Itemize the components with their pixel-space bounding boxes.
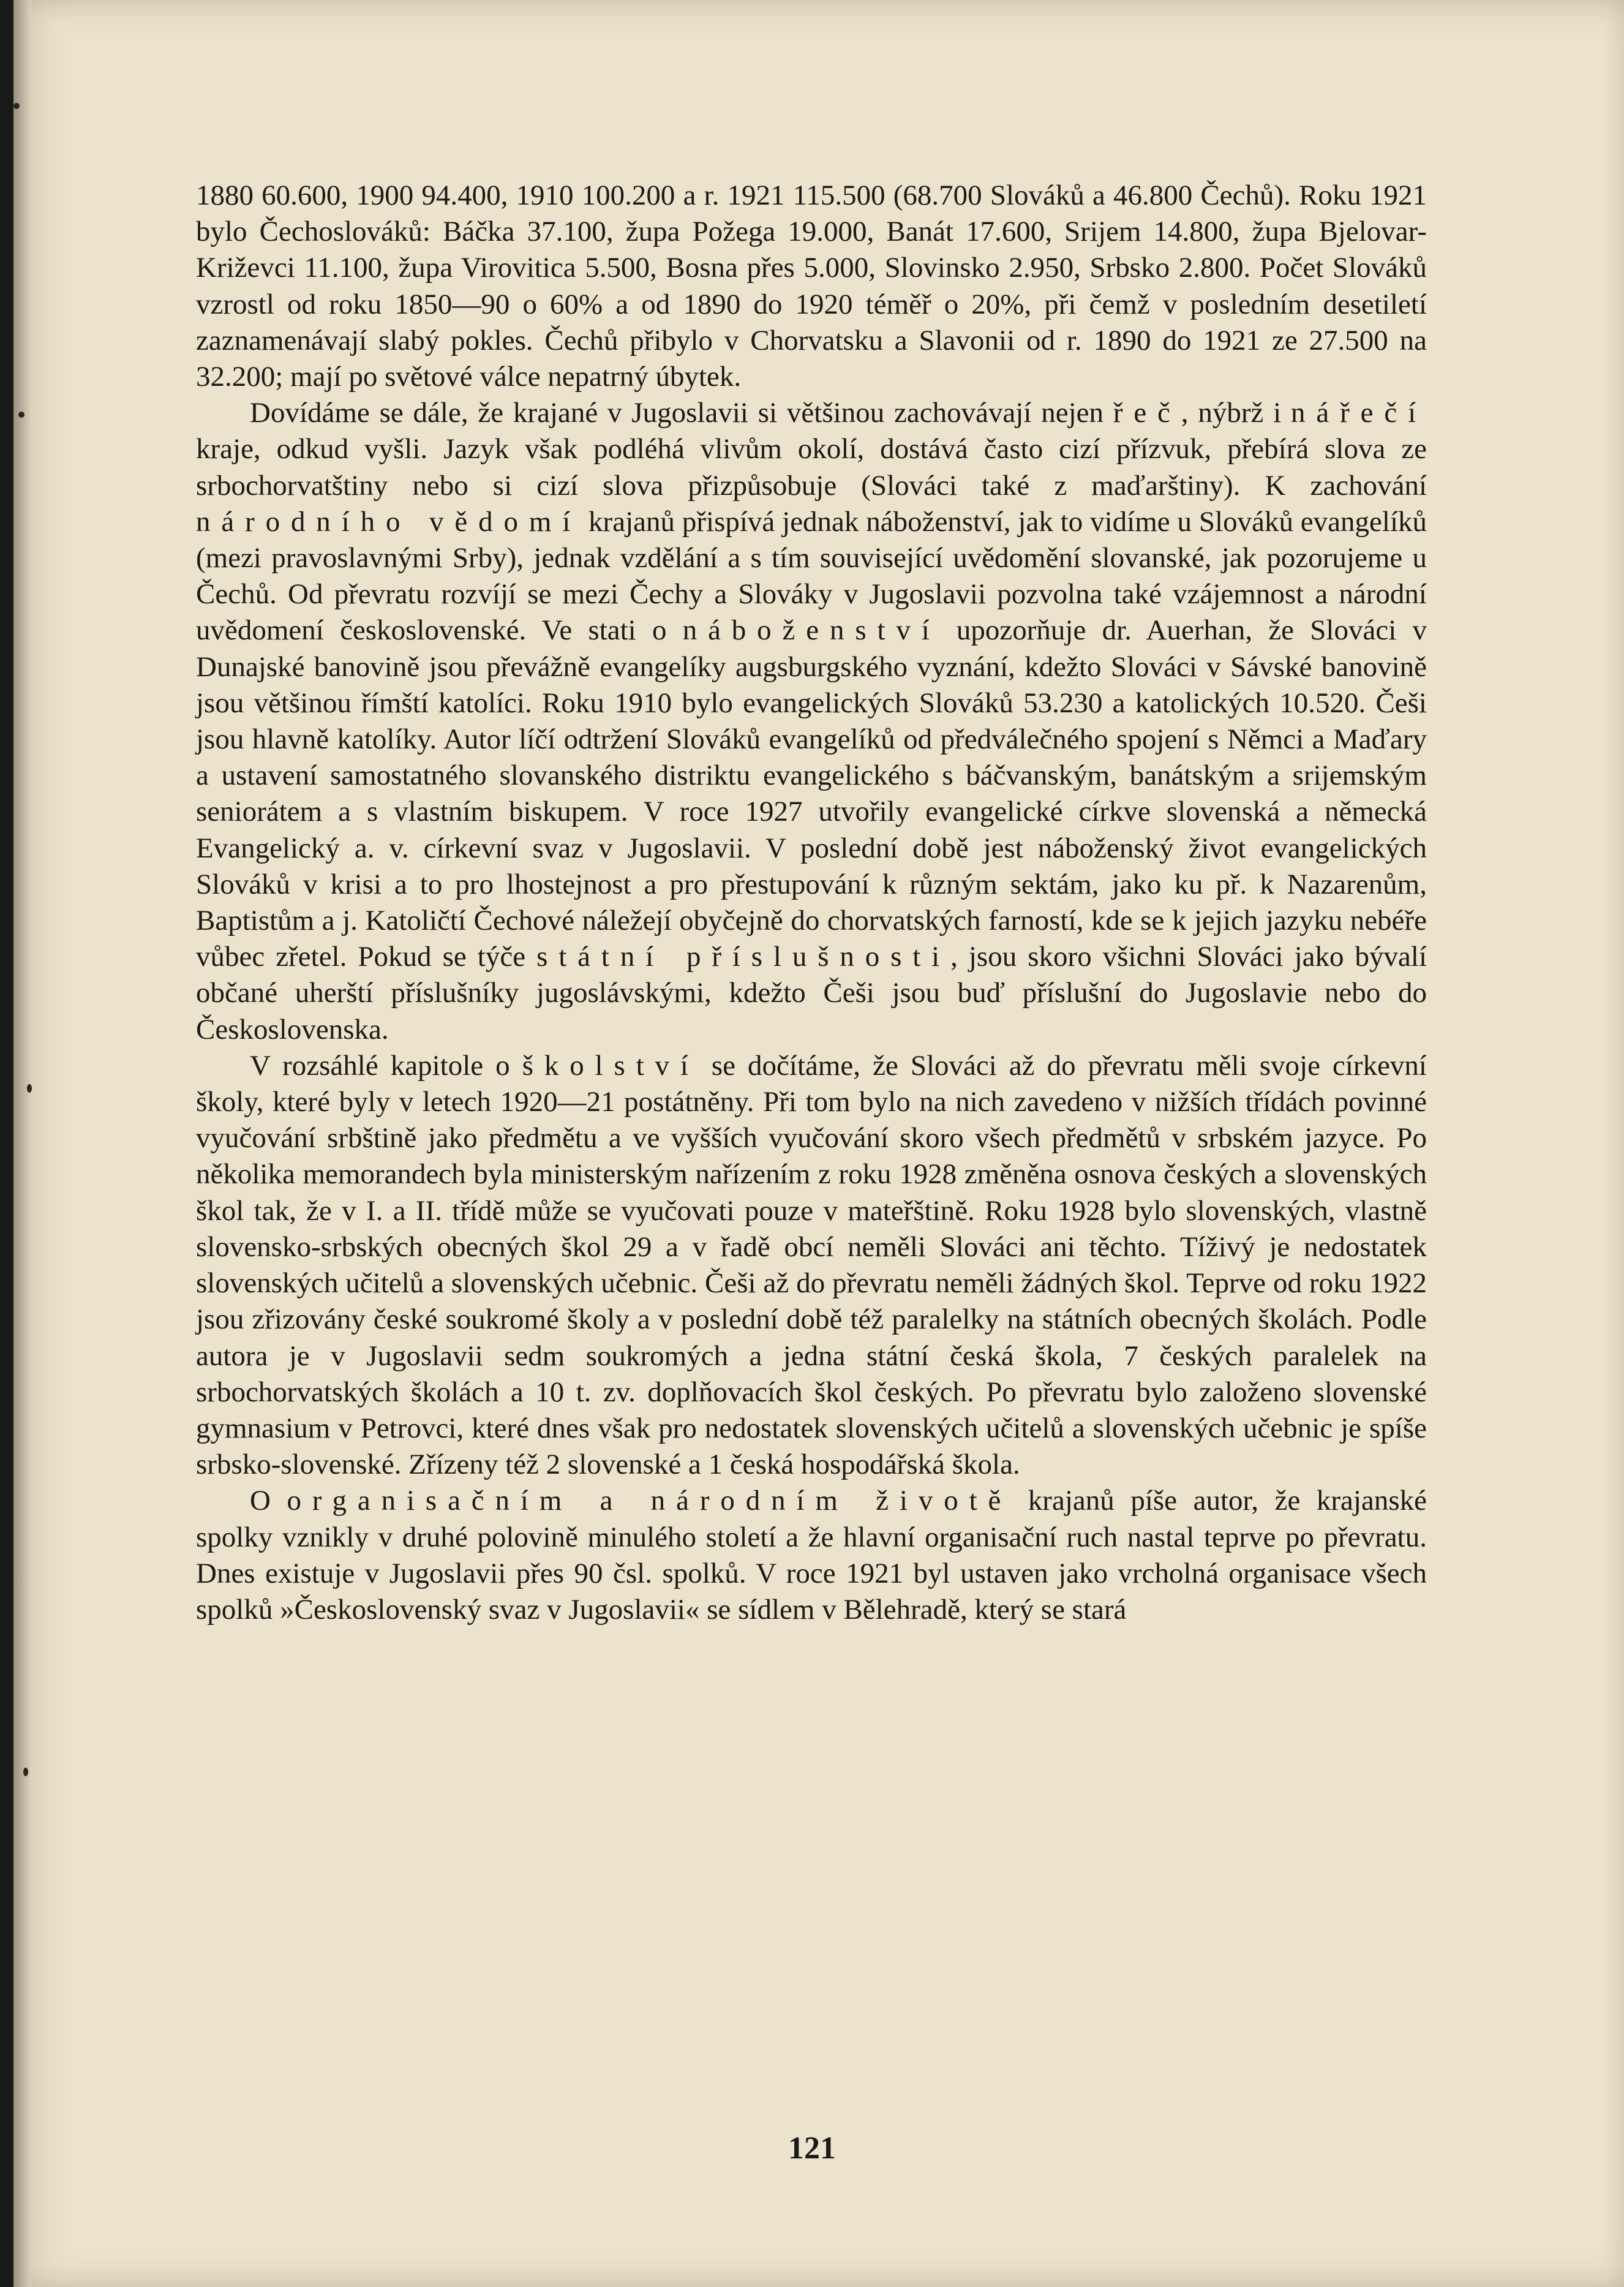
spaced-emphasis: organisačním a národním životě: [287, 1485, 1012, 1517]
page-number: 121: [788, 2131, 836, 2166]
spaced-emphasis: nářečí: [1291, 397, 1427, 429]
text-run: , nýbrž i: [1181, 397, 1291, 429]
spaced-emphasis: řeč: [1113, 397, 1181, 429]
text-run: O: [250, 1485, 287, 1517]
spaced-emphasis: národního vědomí: [196, 505, 582, 538]
text-run: Dovídáme se dále, že krajané v Jugoslavii si většinou zachovávají nejen: [250, 397, 1113, 429]
body-text: [196, 178, 1427, 1628]
paragraph: [196, 395, 1427, 1048]
text-run: krajanů přispívá jednak náboženství, jak to vidíme u Slováků evangelíků (mezi pravoslavnými Srby), jednak vzdělání a s tím související uvědomění slovanské, jak pozorujeme u Čechů. Od převratu rozvíjí se mezi Čechy a Slováky v Jugoslavii pozvolna také vzájemnost a národní uvědomení československé. Ve stati o: [196, 505, 1427, 647]
paragraph: [196, 1483, 1427, 1628]
margin-speck: [18, 412, 24, 418]
spaced-emphasis: školství: [522, 1049, 699, 1082]
text-run: se dočítáme, že Slováci až do převratu měli svoje církevní školy, které byly v letech 1920—21 postátněny. Při tom bylo na nich zavedeno v nižších třídách povinné vyučování srbštině jako předmětu a ve vyšších vyučování skoro všech předmětů v srbském jazyce. Po několika memorandech byla ministerským nařízením z roku 1928 změněna osnova českých a slovenských škol tak, že v I. a II. třídě může se vyučovati pouze v mateřštině. Roku 1928 bylo slovenských, vlastně slovensko-srbských obecných škol 29 a v řadě obcí neměli Slováci ani těchto. Tíživý je nedostatek slovenských učitelů a slovenských učebnic. Češi až do převratu neměli žádných škol. Teprve od roku 1922 jsou zřizovány české soukromé školy a v poslední době též paralelky na státních obecných školách. Podle autora je v Jugoslavii sedm soukromých a jedna státní česká škola, 7 českých paralelek na srbochorvatských školách a 10 t. zv. doplňovacích škol českých. Po převratu bylo založeno slovenské gymnasium v Petrovci, které dnes však pro nedostatek slovenských učitelů a slovenských učebnic je spíše srbsko-slovenské. Zřízeny též 2 slovenské a 1 česká hospodářská škola.: [196, 1049, 1427, 1481]
text-run: 1880 60.600, 1900 94.400, 1910 100.200 a r. 1921 115.500 (68.700 Slováků a 46.800 Čechů). Roku 1921 bylo Čechoslováků: Báčka 37.100, župa Požega 19.000, Banát 17.600, Srijem 14.800, župa Bjelovar-Križevci 11.100, župa Virovitica 5.500, Bosna přes 5.000, Slovinsko 2.950, Srbsko 2.800. Počet Slováků vzrostl od roku 1850—90 o 60% a od 1890 do 1920 téměř o 20%, při čemž v posledním desetiletí zaznamenávají slabý pokles. Čechů přibylo v Chorvatsku a Slavonii od r. 1890 do 1921 ze 27.500 na 32.200; mají po světové válce nepatrný úbytek.: [196, 179, 1427, 393]
margin-speck: [27, 1084, 32, 1093]
spaced-emphasis: náboženství: [682, 614, 941, 647]
paragraph: [196, 178, 1427, 395]
text-run: upozorňuje dr. Auerhan, že Slováci v Dunajské banovině jsou převážně evangelíky augsburgského vyznání, kdežto Slováci v Sávské banovině jsou většinou římští katolíci. Roku 1910 bylo evangelických Slováků 53.230 a katolických 10.520. Češi jsou hlavně katolíky. Autor líčí odtržení Slováků evangelíků od předválečného spojení s Němci a Maďary a ustavení samostatného slovanského distriktu evangelického s báčvanským, banátským a srijemským seniorátem a s vlastním biskupem. V roce 1927 utvořily evangelické církve slovenská a německá Evangelický a. v. církevní svaz v Jugoslavii. V poslední době jest náboženský život evangelických Slováků v krisi a to pro lhostejnost a pro přestupování k různým sektám, jako ku př. k Nazarenům, Baptistům a j. Katoličtí Čechové náležejí obyčejně do chorvatských farností, kde se k jejich jazyku nebéře vůbec zřetel. Pokud se týče: [196, 614, 1427, 973]
text-run: V rozsáhlé kapitole o: [250, 1049, 522, 1082]
margin-speck: [23, 1768, 28, 1776]
margin-speck: [13, 103, 20, 109]
text-run: , jsou skoro všichni Slováci jako bývalí občané uherští příslušníky jugoslávskými, kdežto Češi jsou buď příslušní do Jugoslavie nebo do Československa.: [196, 941, 1427, 1046]
page-binding-edge: [13, 0, 31, 2287]
spaced-emphasis: státní příslušnosti: [536, 941, 951, 973]
paragraph: [196, 1048, 1427, 1483]
text-run: krajanů píše autor, že krajanské spolky vznikly v druhé polovině minulého století a že hlavní organisační ruch nastal teprve po převratu. Dnes existuje v Jugoslavii přes 90 čsl. spolků. V roce 1921 byl ustaven jako vrcholná organisace všech spolků »Československý svaz v Jugoslavii« se sídlem v Bělehradě, který se stará: [196, 1485, 1427, 1626]
text-run: kraje, odkud vyšli. Jazyk však podléhá vlivům okolí, dostává často cizí přízvuk, přebírá slova ze srbochorvatštiny nebo si cizí slova přizpůsobuje (Slováci také z maďarštiny). K zachování: [196, 433, 1427, 502]
